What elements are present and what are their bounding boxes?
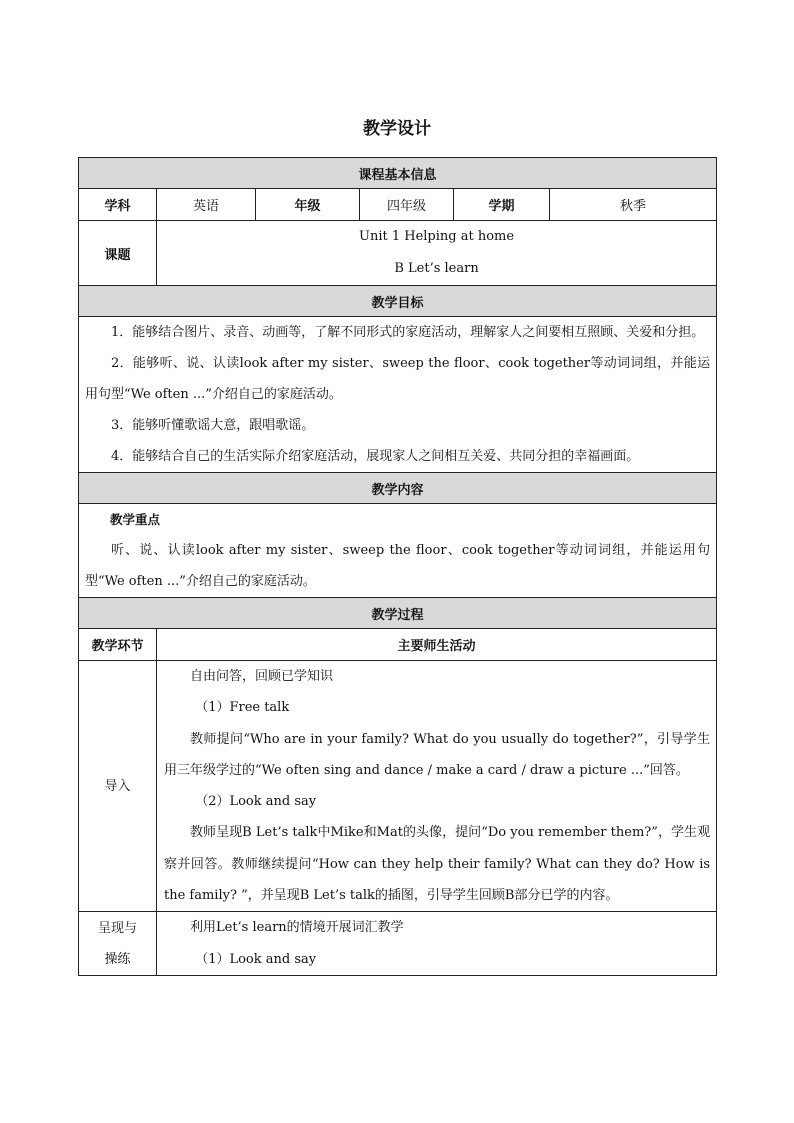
subject-label: 学科 bbox=[79, 189, 157, 221]
subject-value: 英语 bbox=[157, 189, 256, 221]
activity-line: 自由问答，回顾已学知识 bbox=[190, 669, 334, 684]
topic-value bbox=[157, 221, 717, 286]
topic-label: 课题 bbox=[79, 221, 157, 286]
objective-item: 3．能够听懂歌谣大意，跟唱歌谣。 bbox=[111, 418, 315, 433]
stage-column-header: 教学环节 bbox=[79, 629, 157, 661]
activity-line: （2）Look and say bbox=[195, 794, 317, 810]
term-value: 秋季 bbox=[550, 189, 717, 221]
topic-section: B Let’s learn bbox=[394, 261, 479, 276]
activity-line: 教师呈现B Let’s talk中Mike和Mat的头像，提问“Do you remember them?”，学生观察并回答。教师继续提问“How can they help their family? What can they do? How is the family? ”，并呈现B Let’s talk的插图，引导学生回顾B部分已学的内容。 bbox=[164, 825, 711, 904]
objective-item: 4．能够结合自己的生活实际介绍家庭活动，展现家人之间相互关爱、共同分担的幸福画面。 bbox=[111, 449, 640, 464]
key-points-text: 听、说、认读look after my sister、sweep the floor、cook together等动词词组，并能运用句型“We often ...”介绍自己的家庭活动。 bbox=[85, 543, 711, 589]
objectives-list bbox=[79, 317, 717, 473]
objective-item: 2．能够听、说、认读look after my sister、sweep the floor、cook together等动词词组，并能运用句型“We often ...”介绍自己的家庭活动。 bbox=[85, 356, 711, 402]
basic-info-heading: 课程基本信息 bbox=[79, 158, 717, 189]
activity-column-header: 主要师生活动 bbox=[157, 629, 717, 661]
process-heading: 教学过程 bbox=[79, 598, 717, 629]
content-heading: 教学内容 bbox=[79, 473, 717, 504]
term-label: 学期 bbox=[454, 189, 550, 221]
activity-line: 教师提问“Who are in your family? What do you usually do together?”，引导学生用三年级学过的“We often sing and dance / make a card / draw a picture ...”回答。 bbox=[164, 731, 711, 778]
key-points-label: 教学重点 bbox=[110, 512, 161, 527]
activity-line: 利用Let’s learn的情境开展词汇教学 bbox=[190, 920, 404, 936]
presentation-activities bbox=[157, 912, 717, 976]
activity-line: （1）Look and say bbox=[195, 951, 317, 967]
topic-unit: Unit 1 Helping at home bbox=[359, 229, 515, 244]
stage-presentation bbox=[79, 912, 157, 976]
grade-label: 年级 bbox=[256, 189, 360, 221]
document-title: 教学设计 bbox=[363, 119, 431, 139]
objectives-heading: 教学目标 bbox=[79, 286, 717, 317]
stage-intro: 导入 bbox=[79, 661, 157, 912]
grade-value: 四年级 bbox=[360, 189, 454, 221]
objective-item: 1．能够结合图片、录音、动画等，了解不同形式的家庭活动，理解家人之间要相互照顾、关爱和分担。 bbox=[111, 325, 705, 340]
stage-presentation-line2: 操练 bbox=[104, 951, 131, 967]
activity-line: （1）Free talk bbox=[195, 700, 290, 716]
lesson-plan-table bbox=[78, 157, 717, 976]
stage-presentation-line1: 呈现与 bbox=[97, 920, 137, 936]
content-body bbox=[79, 504, 717, 598]
intro-activities bbox=[157, 661, 717, 912]
